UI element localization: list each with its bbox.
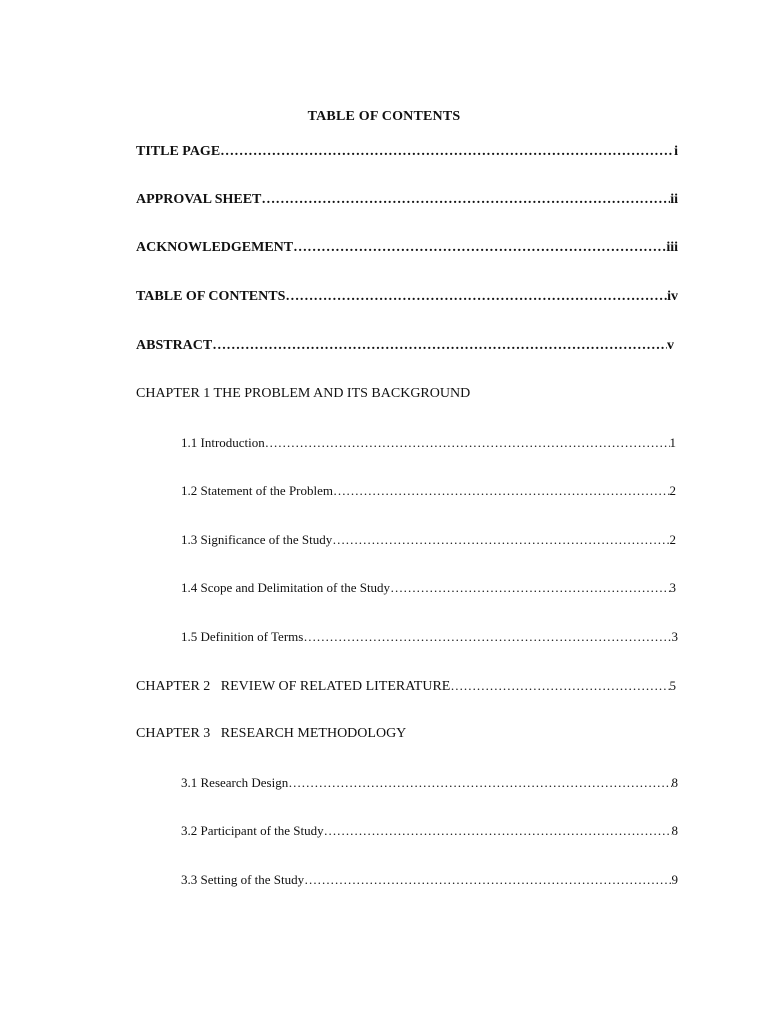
toc-entry-page: 8 bbox=[671, 775, 678, 790]
chapter-1-heading: CHAPTER 1 THE PROBLEM AND ITS BACKGROUND bbox=[136, 386, 471, 401]
toc-entry-page: 8 bbox=[671, 823, 678, 838]
toc-entry-3-1 bbox=[181, 773, 678, 793]
toc-entry-label: 1.2 Statement of the Problem bbox=[181, 483, 334, 498]
toc-entry-label: ABSTRACT bbox=[136, 338, 213, 353]
dot-leader bbox=[450, 676, 669, 696]
toc-entry-label: 3.1 Research Design bbox=[181, 775, 289, 790]
toc-entry-acknowledgement bbox=[136, 238, 678, 258]
chapter-3-heading: CHAPTER 3 RESEARCH METHODOLOGY bbox=[136, 726, 407, 741]
toc-entry-approval-sheet bbox=[136, 190, 678, 210]
toc-entry-1-2 bbox=[181, 481, 676, 501]
dot-leader bbox=[324, 821, 672, 841]
page-title: TABLE OF CONTENTS bbox=[307, 109, 461, 124]
toc-entry-abstract bbox=[136, 336, 674, 356]
toc-entry-page: 2 bbox=[669, 483, 676, 498]
toc-entry-label: TITLE PAGE bbox=[136, 144, 221, 159]
toc-entry-page: 3 bbox=[669, 580, 676, 595]
toc-entry-label: ACKNOWLEDGEMENT bbox=[136, 240, 294, 255]
dot-leader bbox=[333, 481, 669, 501]
toc-entry-1-3 bbox=[181, 530, 676, 550]
toc-entry-label: 1.5 Definition of Terms bbox=[181, 629, 304, 644]
toc-entry-table-of-contents bbox=[136, 287, 678, 307]
toc-entry-page: 5 bbox=[669, 678, 676, 693]
toc-entry-title-page bbox=[136, 142, 678, 162]
toc-entry-label: 1.3 Significance of the Study bbox=[181, 532, 333, 547]
toc-entry-1-4 bbox=[181, 578, 676, 598]
dot-leader bbox=[332, 530, 669, 550]
dot-leader bbox=[261, 190, 670, 210]
toc-entry-chapter-2 bbox=[136, 676, 676, 696]
dot-leader bbox=[304, 870, 671, 890]
dot-leader bbox=[285, 287, 667, 307]
toc-entry-page: iv bbox=[667, 289, 678, 304]
dot-leader bbox=[265, 433, 670, 453]
toc-entry-page: 1 bbox=[669, 435, 676, 450]
toc-entry-label: APPROVAL SHEET bbox=[136, 192, 262, 207]
toc-entry-page: 3 bbox=[671, 629, 678, 644]
toc-entry-1-1 bbox=[181, 433, 676, 453]
toc-entry-label: 3.2 Participant of the Study bbox=[181, 823, 324, 838]
toc-entry-label: CHAPTER 2 REVIEW OF RELATED LITERATURE bbox=[136, 679, 451, 694]
dot-leader bbox=[288, 773, 671, 793]
dot-leader bbox=[212, 336, 667, 356]
toc-entry-page: v bbox=[667, 338, 674, 353]
toc-entry-page: 2 bbox=[669, 532, 676, 547]
dot-leader bbox=[390, 578, 669, 598]
toc-entry-1-5 bbox=[181, 627, 678, 647]
dot-leader bbox=[220, 142, 674, 162]
toc-entry-label: 3.3 Setting of the Study bbox=[181, 872, 305, 887]
toc-entry-page: i bbox=[674, 144, 678, 159]
toc-entry-page: ii bbox=[670, 192, 678, 207]
dot-leader bbox=[293, 238, 666, 258]
toc-entry-3-3 bbox=[181, 870, 678, 890]
toc-entry-label: TABLE OF CONTENTS bbox=[136, 289, 286, 304]
toc-entry-page: iii bbox=[666, 240, 678, 255]
toc-entry-label: 1.1 Introduction bbox=[181, 435, 265, 450]
toc-entry-label: 1.4 Scope and Delimitation of the Study bbox=[181, 580, 391, 595]
toc-entry-page: 9 bbox=[671, 872, 678, 887]
dot-leader bbox=[303, 627, 671, 647]
toc-entry-3-2 bbox=[181, 821, 678, 841]
